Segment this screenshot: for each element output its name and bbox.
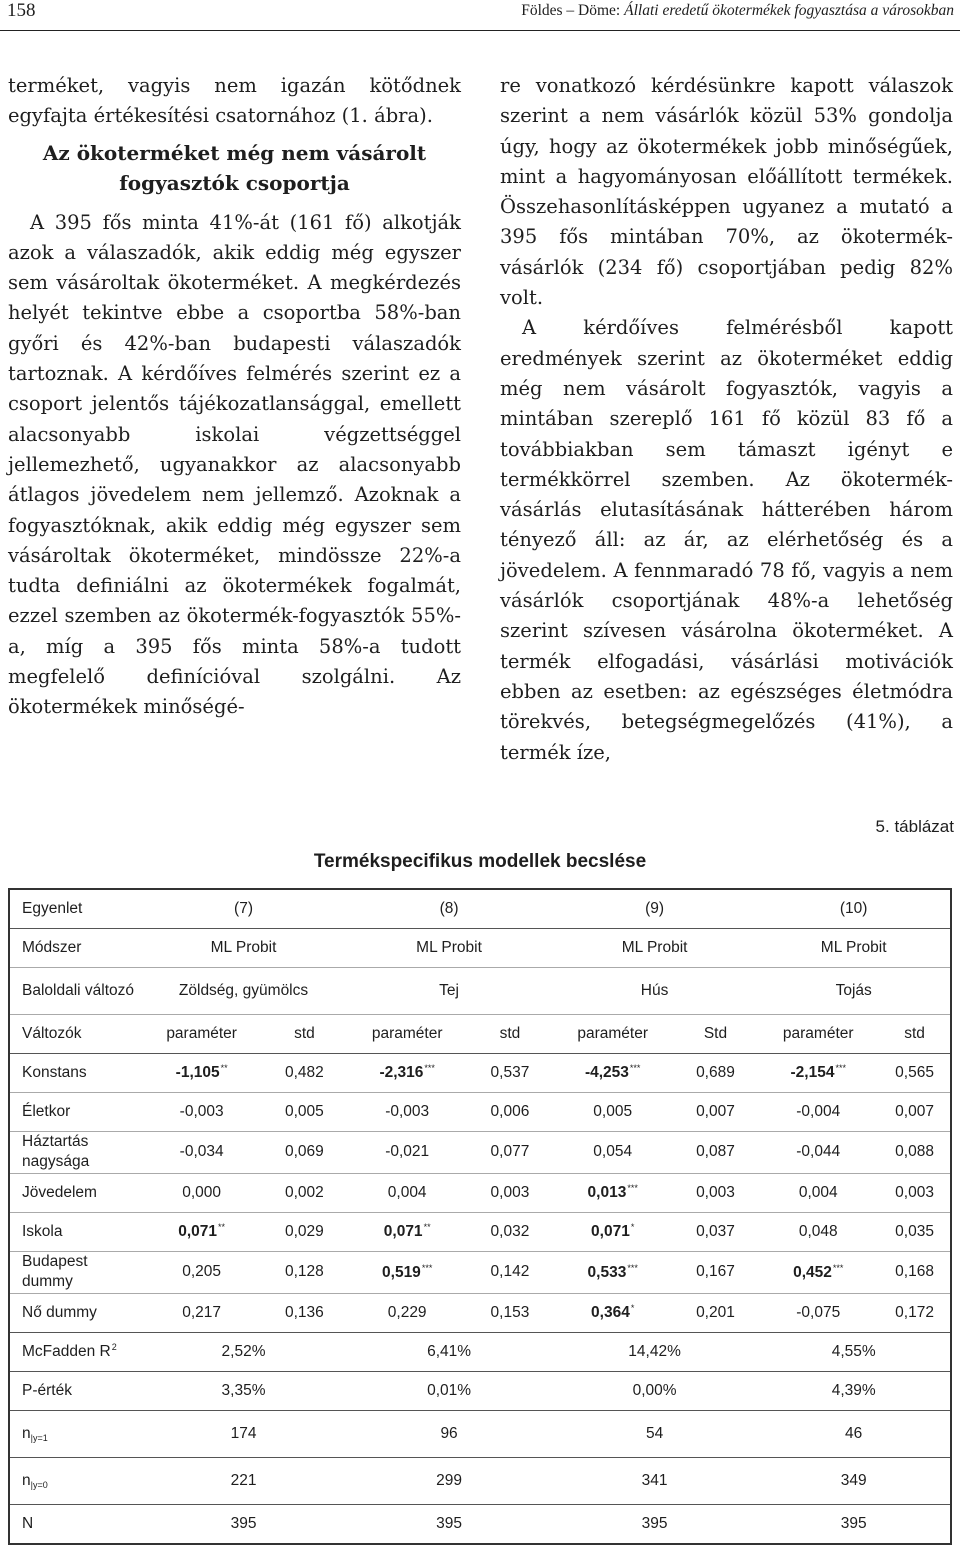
section-heading: Az ökoterméket még nem vásárolt fogyasztók csoportja xyxy=(42,140,427,195)
table-cell xyxy=(346,1131,468,1173)
table-cell xyxy=(879,1131,951,1173)
stat-value: 4,55% xyxy=(757,1332,951,1371)
cell-value: 0,136 xyxy=(285,1303,324,1321)
row-label: Budapest dummy xyxy=(9,1251,141,1293)
variables-label: Változók xyxy=(9,1015,141,1054)
table-cell xyxy=(141,1092,263,1131)
stat-value: 341 xyxy=(552,1457,758,1504)
table-cell xyxy=(757,1173,879,1212)
table-cell xyxy=(141,1173,263,1212)
table-cell xyxy=(674,1212,758,1251)
column-subheader: Std xyxy=(674,1015,758,1054)
stat-label-superscript: 2 xyxy=(111,1342,117,1353)
table-cell xyxy=(879,1053,951,1092)
cell-value: 0,029 xyxy=(285,1222,324,1240)
column-subheader: paraméter xyxy=(346,1015,468,1054)
cell-value: 0,077 xyxy=(490,1143,530,1161)
table-cell xyxy=(552,1251,674,1293)
right-column xyxy=(500,71,953,768)
method-cell: ML Probit xyxy=(552,928,758,967)
table-row xyxy=(9,1293,951,1332)
equation-cell: (7) xyxy=(234,899,253,917)
cell-value: 0,205 xyxy=(182,1263,222,1281)
table-cell xyxy=(263,1092,347,1131)
stat-label xyxy=(9,1504,141,1544)
table-cell xyxy=(346,1293,468,1332)
running-title-italic: Állati eredetű ökotermékek fogyasztása a városokban xyxy=(624,2,954,19)
table-cell xyxy=(879,1173,951,1212)
stat-value: 174 xyxy=(141,1410,347,1457)
table-cell xyxy=(879,1212,951,1251)
equation-cell: (9) xyxy=(645,899,665,917)
stat-label xyxy=(9,1371,141,1410)
cell-value: 0,071 xyxy=(591,1223,630,1241)
right-paragraph-2: A kérdőíves felmérésből kapott eredmények szerint az ökoterméket eddig még nem vásárolt fogyasztók, vagyis a mintában szereplő 161 fő közül 83 fő a továbbiakban sem támaszt igényt e termékkörrel szemben. Az ökotermék-vásárlás elutasításának hátterében három tényező áll: az ár, az elérhetőség és a jövedelem. A fennmaradó 78 fő, vagyis a nem vásárlók csoportjának 48%-a lehetőség szerint szívesen vásárolna ökoterméket. A termék elfogadási, vásárlási motivációk ebben az esetben: az egészséges életmódra törekvés, betegségmegelőzés (41%), a termék íze, xyxy=(500,316,953,764)
table-cell xyxy=(757,1212,879,1251)
cell-value: 0,142 xyxy=(490,1263,530,1281)
table-cell xyxy=(346,1173,468,1212)
significance-stars: * xyxy=(630,1222,635,1233)
cell-value: 0,172 xyxy=(895,1303,934,1321)
cell-value: 0,002 xyxy=(285,1183,324,1201)
table-cell xyxy=(468,1053,552,1092)
cell-value: 0,007 xyxy=(895,1102,934,1120)
cell-value: 0,217 xyxy=(182,1303,222,1321)
significance-stars: *** xyxy=(421,1262,433,1273)
cell-value: -1,105 xyxy=(175,1064,220,1082)
row-label: Nő dummy xyxy=(9,1293,141,1332)
table-cell xyxy=(757,1251,879,1293)
left-paragraph-2: A 395 fős minta 41%-át (161 fő) alkotják azok a válaszadók, akik eddig még egyszer sem vásároltak ökoterméket. A megkérdezés helyét tekintve ebbe a csoportba 58%-ban győri és 42%-ban budapesti válaszadók tartoznak. A kérdőíves felmérés szerint ez a csoport jelentős tájékozatlansággal, emellett alacsonyabb iskolai végzettséggel jellemezhető, ugyanakkor az alacsonyabb átlagos jövedelem nem jellemző. Azoknak a fogyasztóknak, akik eddig még egyszer sem vásároltak ökoterméket, mindössze 22%-a tudta definiálni az ökotermékek fogalmát, ezzel szemben az ökotermék-fogyasztók 55%-a, míg a 395 fős minta 58%-a tudott megfelelő definícióval szolgálni. Az ökotermékek minőségé- xyxy=(8,210,461,719)
cell-value: -0,044 xyxy=(796,1143,841,1161)
stat-value: 395 xyxy=(552,1504,758,1544)
table-cell xyxy=(879,1251,951,1293)
table-cell xyxy=(468,1131,552,1173)
stat-label xyxy=(9,1332,141,1371)
cell-value: 0,035 xyxy=(895,1222,934,1240)
table-cell xyxy=(346,1251,468,1293)
running-title xyxy=(521,2,954,20)
row-label: Jövedelem xyxy=(9,1173,141,1212)
table-title: Termékspecifikus modellek becslése xyxy=(313,851,647,872)
regression-table xyxy=(8,888,952,1545)
cell-value: 0,005 xyxy=(285,1102,324,1120)
cell-value: 0,003 xyxy=(490,1183,530,1201)
cell-value: -0,003 xyxy=(179,1102,224,1120)
table-cell xyxy=(757,1053,879,1092)
table-label: 5. táblázat xyxy=(875,817,954,836)
running-header xyxy=(0,0,960,44)
lhs-cell: Tej xyxy=(346,967,552,1014)
column-subheader: paraméter xyxy=(141,1015,263,1054)
cell-value: 0,364 xyxy=(591,1304,630,1322)
lhs-cell: Zöldség, gyümölcs xyxy=(141,967,347,1014)
stat-value: 395 xyxy=(141,1504,347,1544)
lhs-cell: Tojás xyxy=(757,967,951,1014)
stat-label-text: n xyxy=(22,1471,31,1489)
cell-value: 0,054 xyxy=(593,1143,633,1161)
table-cell xyxy=(552,1053,674,1092)
equation-label: Egyenlet xyxy=(22,899,83,917)
stat-value: 0,01% xyxy=(346,1371,552,1410)
cell-value: 0,537 xyxy=(490,1063,530,1081)
cell-value: 0,565 xyxy=(895,1063,934,1081)
stat-value: 6,41% xyxy=(346,1332,552,1371)
stat-label-subscript: |y=1 xyxy=(30,1432,48,1443)
stat-value: 299 xyxy=(346,1457,552,1504)
row-label: Életkor xyxy=(9,1092,141,1131)
table-cell xyxy=(674,1251,758,1293)
significance-stars: ** xyxy=(218,1222,226,1233)
cell-value: -2,154 xyxy=(790,1064,835,1082)
cell-value: 0,128 xyxy=(285,1263,324,1281)
table-cell xyxy=(468,1173,552,1212)
table-cell xyxy=(879,1092,951,1131)
cell-value: 0,201 xyxy=(696,1303,735,1321)
table-cell xyxy=(263,1131,347,1173)
cell-value: -0,075 xyxy=(796,1303,841,1321)
cell-value: 0,003 xyxy=(895,1183,934,1201)
cell-value: 0,229 xyxy=(387,1303,427,1321)
table-cell xyxy=(552,1092,674,1131)
cell-value: 0,037 xyxy=(696,1222,735,1240)
column-subheader: std xyxy=(468,1015,552,1054)
table-cell xyxy=(674,1293,758,1332)
lhs-cell: Hús xyxy=(552,967,758,1014)
table-cell xyxy=(879,1293,951,1332)
table-cell xyxy=(263,1293,347,1332)
cell-value: 0,519 xyxy=(382,1263,421,1281)
table-cell xyxy=(346,1053,468,1092)
stat-row xyxy=(9,1371,951,1410)
table-row xyxy=(9,1131,951,1173)
cell-value: -0,034 xyxy=(179,1143,224,1161)
table-cell xyxy=(263,1212,347,1251)
equation-cell: (10) xyxy=(839,899,868,917)
cell-value: -2,316 xyxy=(379,1064,424,1082)
cell-value: 0,087 xyxy=(696,1143,735,1161)
cell-value: 0,533 xyxy=(587,1263,627,1281)
table-cell xyxy=(552,1173,674,1212)
table-cell xyxy=(141,1212,263,1251)
stat-value: 54 xyxy=(552,1410,758,1457)
table-cell xyxy=(263,1173,347,1212)
significance-stars: *** xyxy=(835,1063,846,1074)
table-cell xyxy=(141,1131,263,1173)
table-cell xyxy=(674,1092,758,1131)
method-cell: ML Probit xyxy=(757,928,951,967)
cell-value: 0,452 xyxy=(793,1263,832,1281)
column-subheader: paraméter xyxy=(757,1015,879,1054)
stat-label-text: N xyxy=(22,1514,34,1532)
significance-stars: *** xyxy=(627,1183,638,1194)
table-cell xyxy=(552,1212,674,1251)
stat-value: 4,39% xyxy=(757,1371,951,1410)
table-cell xyxy=(263,1251,347,1293)
table-cell xyxy=(674,1131,758,1173)
cell-value: 0,004 xyxy=(387,1183,427,1201)
cell-value: 0,168 xyxy=(895,1263,934,1281)
table-row xyxy=(9,1053,951,1092)
table-cell xyxy=(468,1293,552,1332)
method-cell: ML Probit xyxy=(141,928,347,967)
stat-row xyxy=(9,1457,951,1504)
table-cell xyxy=(263,1053,347,1092)
table-cell xyxy=(468,1212,552,1251)
table-cell xyxy=(141,1251,263,1293)
significance-stars: ** xyxy=(220,1063,228,1074)
left-paragraph-1: terméket, vagyis nem igazán kötődnek egyfajta értékesítési csatornához (1. ábra). xyxy=(8,74,461,128)
stat-value: 14,42% xyxy=(552,1332,758,1371)
stat-value: 46 xyxy=(757,1410,951,1457)
significance-stars: *** xyxy=(629,1063,641,1074)
cell-value: 0,004 xyxy=(798,1183,838,1201)
cell-value: 0,007 xyxy=(696,1102,735,1120)
table-row xyxy=(9,1212,951,1251)
method-label: Módszer xyxy=(9,928,141,967)
stat-label-subscript: |y=0 xyxy=(30,1479,48,1490)
table-cell xyxy=(346,1092,468,1131)
row-label: Konstans xyxy=(9,1053,141,1092)
cell-value: 0,005 xyxy=(593,1102,633,1120)
cell-value: -0,004 xyxy=(796,1102,841,1120)
cell-value: 0,032 xyxy=(490,1222,530,1240)
table-cell xyxy=(757,1131,879,1173)
equation-row xyxy=(9,889,951,928)
significance-stars: *** xyxy=(832,1262,844,1273)
cell-value: 0,167 xyxy=(696,1263,735,1281)
stat-value: 395 xyxy=(757,1504,951,1544)
header-rule xyxy=(0,30,960,31)
table-row xyxy=(9,1092,951,1131)
table-cell xyxy=(552,1293,674,1332)
cell-value: 0,003 xyxy=(696,1183,735,1201)
running-authors: Földes – Döme: xyxy=(521,2,625,19)
cell-value: 0,071 xyxy=(178,1223,218,1241)
stat-label xyxy=(9,1457,141,1504)
cell-value: 0,000 xyxy=(182,1183,222,1201)
left-column xyxy=(8,71,461,723)
page-number: 158 xyxy=(7,0,36,21)
table-cell xyxy=(674,1053,758,1092)
column-subheader: paraméter xyxy=(552,1015,674,1054)
table-row xyxy=(9,1173,951,1212)
table-row xyxy=(9,1251,951,1293)
cell-value: 0,006 xyxy=(490,1102,530,1120)
stat-value: 96 xyxy=(346,1410,552,1457)
significance-stars: *** xyxy=(627,1262,638,1273)
table-cell xyxy=(468,1251,552,1293)
cell-value: 0,048 xyxy=(798,1222,838,1240)
stat-value: 3,35% xyxy=(141,1371,347,1410)
column-subheader: std xyxy=(879,1015,951,1054)
column-subheader: std xyxy=(263,1015,347,1054)
stat-label-text: P-érték xyxy=(22,1381,72,1399)
lhs-label: Baloldali változó xyxy=(9,967,141,1014)
cell-value: 0,071 xyxy=(383,1223,423,1241)
stat-row xyxy=(9,1410,951,1457)
row-label: Iskola xyxy=(9,1212,141,1251)
table-cell xyxy=(552,1131,674,1173)
equation-cell: (8) xyxy=(439,899,459,917)
stat-label-text: n xyxy=(22,1424,31,1442)
table-cell xyxy=(757,1293,879,1332)
significance-stars: * xyxy=(630,1303,635,1314)
cell-value: 0,088 xyxy=(895,1143,934,1161)
cell-value: 0,482 xyxy=(285,1063,324,1081)
table-cell xyxy=(674,1173,758,1212)
right-paragraph-1: re vonatkozó kérdésünkre kapott válaszok szerint a nem vásárlók közül 53% gondolja úgy, hogy az ökotermékek jobb minőségűek, mint a hagyományosan előállított termékek. Összehasonlításképpen ugyanez a mutató a 395 fős mintában 70%, az ökotermék-vásárlók (234 fő) csoportjában pedig 82% volt. xyxy=(500,74,953,310)
stat-value: 0,00% xyxy=(552,1371,758,1410)
variables-header-row xyxy=(9,1015,951,1054)
method-cell: ML Probit xyxy=(346,928,552,967)
stat-value: 349 xyxy=(757,1457,951,1504)
method-row xyxy=(9,928,951,967)
stat-value: 395 xyxy=(346,1504,552,1544)
significance-stars: *** xyxy=(424,1063,435,1074)
table-cell xyxy=(141,1293,263,1332)
table-cell xyxy=(346,1212,468,1251)
cell-value: 0,153 xyxy=(490,1303,530,1321)
stat-label-text: McFadden R xyxy=(22,1343,111,1361)
cell-value: -4,253 xyxy=(584,1064,629,1082)
stat-row xyxy=(9,1504,951,1544)
lhs-row xyxy=(9,967,951,1014)
table-body xyxy=(9,889,951,1544)
row-label: Háztartás nagysága xyxy=(9,1131,141,1173)
cell-value: 0,013 xyxy=(587,1184,627,1202)
table-cell xyxy=(468,1092,552,1131)
stat-value: 221 xyxy=(141,1457,347,1504)
cell-value: -0,021 xyxy=(385,1143,430,1161)
stat-row xyxy=(9,1332,951,1371)
stat-value: 2,52% xyxy=(141,1332,347,1371)
cell-value: -0,003 xyxy=(385,1102,430,1120)
cell-value: 0,689 xyxy=(696,1063,735,1081)
stat-label xyxy=(9,1410,141,1457)
cell-value: 0,069 xyxy=(285,1143,324,1161)
significance-stars: ** xyxy=(423,1222,431,1233)
table-cell xyxy=(757,1092,879,1131)
table-cell xyxy=(141,1053,263,1092)
